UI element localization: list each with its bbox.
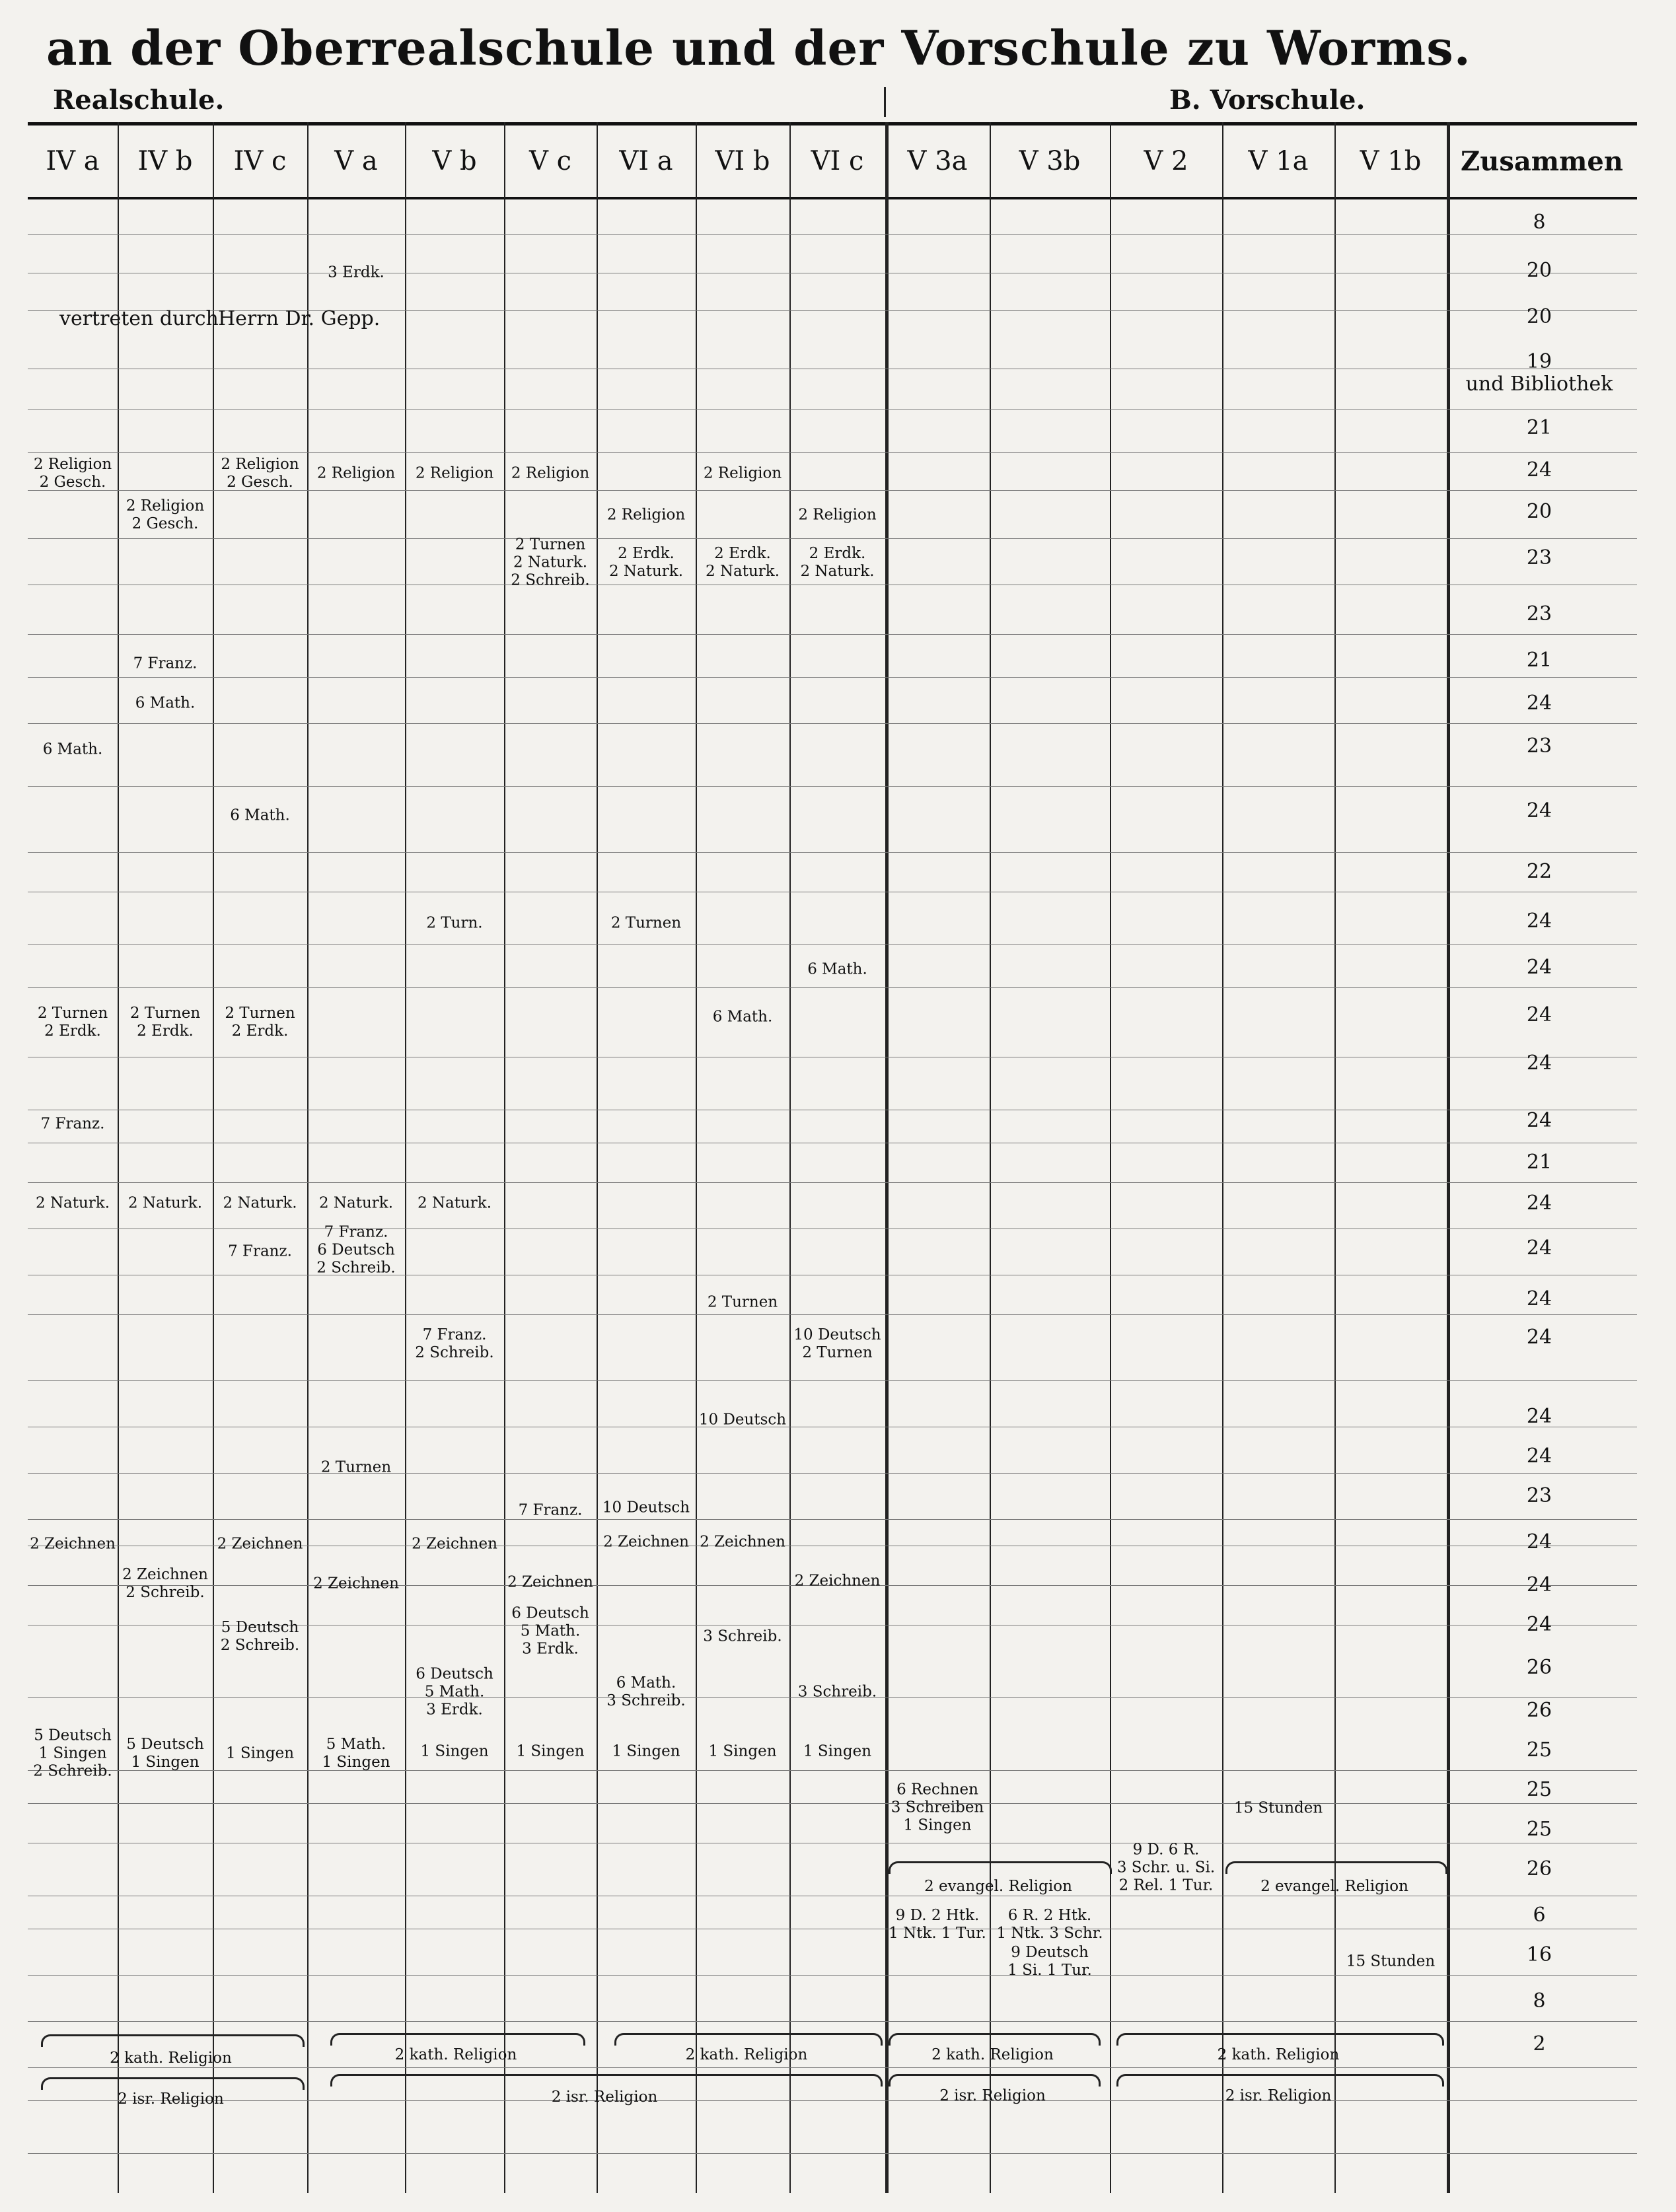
total-cell: 24: [1526, 1003, 1552, 1026]
lesson-cell: 2 Religion 2 Gesch.: [33, 456, 112, 491]
lesson-cell: 6 R. 2 Htk. 1 Ntk. 3 Schr.: [996, 1907, 1103, 1942]
column-header: VI c: [811, 146, 864, 176]
lesson-cell: 2 Religion: [316, 464, 396, 482]
total-cell: 19: [1526, 350, 1552, 373]
column-rule: [1447, 122, 1450, 2193]
total-cell: 8: [1533, 1989, 1546, 2013]
total-cell: 24: [1526, 1326, 1552, 1349]
lesson-cell: 2 Naturk.: [223, 1194, 297, 1212]
total-cell: 24: [1526, 1613, 1552, 1636]
lesson-cell: 7 Franz. 6 Deutsch 2 Schreib.: [316, 1223, 396, 1277]
lesson-cell: 7 Franz.: [40, 1115, 105, 1133]
brace-mark: [889, 1861, 1112, 1874]
brace-mark: [1225, 1861, 1447, 1874]
shared-lesson-label: 2 evangel. Religion: [924, 1878, 1072, 1895]
shared-lesson-label: 2 isr. Religion: [118, 2090, 224, 2108]
lesson-cell: 6 Math.: [230, 806, 290, 824]
column-header: V 3b: [1019, 146, 1081, 176]
column-header: Zusammen: [1461, 145, 1623, 177]
lesson-cell: 9 D. 6 R. 3 Schr. u. Si. 2 Rel. 1 Tur.: [1116, 1841, 1216, 1894]
column-header: V c: [528, 146, 571, 176]
shared-lesson-label: 2 kath. Religion: [931, 2046, 1054, 2063]
total-cell: 23: [1526, 546, 1552, 569]
lesson-cell: 6 Deutsch 5 Math. 3 Erdk.: [511, 1604, 589, 1658]
lesson-cell: 1 Singen: [612, 1742, 680, 1760]
lesson-cell: 2 Religion: [798, 506, 877, 524]
row-rule: [28, 1182, 1637, 1183]
lesson-cell: 6 Math.: [42, 740, 103, 758]
column-rule: [789, 122, 791, 2193]
lesson-cell: 2 Zeichnen: [507, 1573, 593, 1591]
shared-lesson-label: 2 kath. Religion: [685, 2046, 808, 2063]
total-cell: 25: [1526, 1738, 1552, 1762]
total-cell: 24: [1526, 1052, 1552, 1075]
total-cell: 26: [1526, 1656, 1552, 1679]
lesson-cell: 2 Turnen: [707, 1293, 778, 1311]
shared-lesson-label: 2 isr. Religion: [1225, 2087, 1332, 2104]
lesson-cell: 1 Singen: [225, 1744, 295, 1762]
column-rule: [696, 122, 697, 2193]
lesson-cell: 1 Singen: [516, 1742, 585, 1760]
total-cell: 24: [1526, 1287, 1552, 1310]
lesson-cell: 2 Naturk.: [318, 1194, 394, 1212]
total-cell: 2: [1533, 2032, 1546, 2055]
total-cell: 24: [1526, 1530, 1552, 1553]
brace-mark: [41, 2077, 305, 2090]
lesson-cell: 2 Religion 2 Gesch.: [221, 456, 299, 491]
row-rule: [28, 234, 1637, 235]
lesson-cell: 6 Math. 3 Schreib.: [606, 1674, 686, 1709]
lesson-cell: 1 Singen: [708, 1742, 777, 1760]
shared-lesson-label: 2 isr. Religion: [551, 2088, 658, 2106]
total-cell: 21: [1526, 1151, 1552, 1174]
lesson-cell: 2 Religion: [606, 506, 686, 524]
lesson-cell: 9 Deutsch 1 Si. 1 Tur.: [1007, 1944, 1092, 1979]
lesson-cell: 9 D. 2 Htk. 1 Ntk. 1 Tur.: [889, 1907, 986, 1942]
lesson-cell: 2 Zeichnen: [412, 1535, 497, 1553]
total-cell: 20: [1526, 500, 1552, 523]
total-cell: 23: [1526, 734, 1552, 758]
shared-lesson-label: 2 kath. Religion: [110, 2050, 232, 2067]
lesson-cell: 7 Franz. 2 Schreib.: [415, 1326, 494, 1361]
page-title: an der Oberrealschule und der Vorschule zu Worms.: [46, 20, 1471, 76]
total-cell: 26: [1526, 1857, 1552, 1880]
lesson-cell: 6 Math.: [807, 960, 867, 978]
total-cell: 16: [1526, 1943, 1552, 1966]
row-rule: [28, 1314, 1637, 1315]
lesson-cell: 2 Zeichnen 2 Schreib.: [122, 1566, 208, 1601]
lesson-cell: 2 Naturk.: [128, 1194, 203, 1212]
lesson-cell: 3 Schreib.: [703, 1627, 782, 1645]
brace-mark: [614, 2033, 883, 2046]
row-rule: [28, 723, 1637, 724]
lesson-cell: 2 Zeichnen: [30, 1535, 116, 1553]
total-cell: 26: [1526, 1699, 1552, 1722]
total-cell: 24: [1526, 799, 1552, 822]
total-cell: 21: [1526, 416, 1552, 439]
total-cell: 6: [1533, 1904, 1546, 1927]
lesson-cell: 1 Singen: [420, 1742, 489, 1760]
lesson-cell: 5 Deutsch 1 Singen: [126, 1736, 204, 1771]
row-rule: [28, 452, 1637, 453]
lesson-cell: 6 Rechnen 3 Schreiben 1 Singen: [891, 1781, 984, 1834]
row-rule: [28, 1770, 1637, 1771]
substitute-note-2: Herrn Dr. Gepp.: [218, 307, 381, 330]
total-cell: 23: [1526, 1484, 1552, 1507]
brace-mark: [1116, 2033, 1444, 2046]
column-header: VI b: [715, 146, 770, 176]
total-cell: 24: [1526, 1236, 1552, 1260]
total-cell: 24: [1526, 1192, 1552, 1215]
lesson-cell: 2 Zeichnen: [700, 1533, 785, 1551]
lesson-cell: 5 Math. 1 Singen: [322, 1736, 390, 1771]
lesson-cell: 2 Turn.: [426, 914, 483, 932]
total-cell: 21: [1526, 649, 1552, 672]
total-cell: 24: [1526, 1445, 1552, 1468]
column-rule: [118, 122, 119, 2193]
shared-lesson-label: 2 isr. Religion: [939, 2087, 1046, 2104]
row-rule: [28, 2067, 1637, 2068]
lesson-cell: 2 Religion: [511, 464, 590, 482]
lesson-cell: 10 Deutsch 2 Turnen: [793, 1326, 881, 1361]
lesson-cell: 6 Deutsch 5 Math. 3 Erdk.: [416, 1665, 493, 1719]
column-header: IV b: [137, 146, 193, 176]
lesson-cell: 2 Erdk. 2 Naturk.: [608, 545, 684, 580]
section-realschule: Realschule.: [53, 85, 225, 116]
brace-mark: [889, 2074, 1101, 2087]
total-cell: 24: [1526, 692, 1552, 715]
column-header: VI a: [619, 146, 673, 176]
top-rule: [28, 122, 1637, 125]
column-header: V 1a: [1248, 146, 1309, 176]
total-cell: 24: [1526, 956, 1552, 979]
total-cell: 25: [1526, 1818, 1552, 1841]
column-header: V 2: [1144, 146, 1188, 176]
lesson-cell: 2 Religion: [415, 464, 494, 482]
header-rule: [28, 197, 1637, 199]
lesson-cell: 5 Deutsch 2 Schreib.: [220, 1619, 300, 1654]
shared-lesson-label: 2 evangel. Religion: [1260, 1878, 1408, 1895]
lesson-cell: 2 Erdk. 2 Naturk.: [800, 545, 875, 580]
lesson-cell: 10 Deutsch: [698, 1411, 787, 1429]
row-rule: [28, 2021, 1637, 2022]
row-rule: [28, 1519, 1637, 1520]
row-rule: [28, 1803, 1637, 1804]
lesson-cell: 2 Religion: [703, 464, 782, 482]
column-rule: [1222, 122, 1223, 2193]
total-cell: und Bibliothek: [1465, 373, 1613, 396]
total-cell: 23: [1526, 602, 1552, 625]
lesson-cell: 3 Erdk.: [328, 264, 384, 281]
total-cell: 25: [1526, 1778, 1552, 1801]
column-header: V a: [334, 146, 378, 176]
column-header: V 1b: [1360, 146, 1422, 176]
total-cell: 20: [1526, 305, 1552, 328]
lesson-cell: 6 Math.: [712, 1008, 773, 1026]
substitute-note-1: vertreten durch: [59, 307, 219, 330]
row-rule: [28, 634, 1637, 635]
brace-mark: [330, 2074, 883, 2087]
total-cell: 20: [1526, 259, 1552, 282]
row-rule: [28, 1473, 1637, 1474]
lesson-cell: 2 Erdk. 2 Naturk.: [705, 545, 780, 580]
brace-mark: [889, 2033, 1101, 2046]
column-rule: [504, 122, 505, 2193]
section-divider: [884, 87, 886, 117]
lesson-cell: 2 Turnen: [610, 914, 682, 932]
row-rule: [28, 2153, 1637, 2154]
column-header: IV a: [46, 146, 100, 176]
row-rule: [28, 852, 1637, 853]
lesson-cell: 2 Turnen 2 Erdk.: [129, 1005, 201, 1040]
brace-mark: [41, 2034, 305, 2047]
total-cell: 8: [1533, 211, 1546, 234]
lesson-cell: 2 Zeichnen: [313, 1575, 399, 1592]
total-cell: 24: [1526, 458, 1552, 482]
lesson-cell: 2 Naturk.: [35, 1194, 110, 1212]
row-rule: [28, 538, 1637, 539]
column-header: V b: [432, 146, 477, 176]
section-vorschule: B. Vorschule.: [1169, 85, 1366, 116]
lesson-cell: 2 Turnen: [320, 1458, 392, 1476]
shared-lesson-label: 2 kath. Religion: [394, 2046, 517, 2063]
lesson-cell: 5 Deutsch 1 Singen 2 Schreib.: [33, 1727, 112, 1780]
row-rule: [28, 987, 1637, 988]
lesson-cell: 2 Zeichnen: [603, 1533, 689, 1551]
column-header: V 3a: [907, 146, 968, 176]
lesson-cell: 2 Naturk.: [417, 1194, 492, 1212]
lesson-cell: 7 Franz.: [133, 655, 198, 672]
row-rule: [28, 1975, 1637, 1976]
total-cell: 22: [1526, 860, 1552, 883]
shared-lesson-label: 2 kath. Religion: [1217, 2046, 1340, 2063]
lesson-cell: 2 Zeichnen: [794, 1572, 881, 1590]
lesson-cell: 7 Franz.: [518, 1501, 583, 1519]
lesson-cell: 15 Stunden: [1233, 1799, 1323, 1817]
row-rule: [28, 1380, 1637, 1381]
lesson-cell: 2 Zeichnen: [217, 1535, 303, 1553]
lesson-cell: 7 Franz.: [228, 1242, 292, 1260]
lesson-cell: 6 Math.: [135, 694, 196, 712]
column-header: IV c: [233, 146, 287, 176]
lesson-cell: 2 Turnen 2 Erdk.: [37, 1005, 108, 1040]
lesson-cell: 2 Religion 2 Gesch.: [126, 497, 205, 532]
column-rule: [307, 122, 309, 2193]
lesson-cell: 15 Stunden: [1346, 1952, 1436, 1970]
total-cell: 24: [1526, 1405, 1552, 1428]
lesson-cell: 2 Turnen 2 Erdk.: [225, 1005, 295, 1040]
column-rule: [597, 122, 598, 2193]
column-rule: [213, 122, 214, 2193]
row-rule: [28, 677, 1637, 678]
brace-mark: [330, 2033, 585, 2046]
lesson-cell: 10 Deutsch: [602, 1499, 690, 1516]
lesson-cell: 2 Turnen 2 Naturk. 2 Schreib.: [511, 536, 590, 589]
column-rule: [1110, 122, 1111, 2193]
total-cell: 24: [1526, 1109, 1552, 1132]
lesson-cell: 3 Schreib.: [797, 1683, 877, 1701]
row-rule: [28, 786, 1637, 787]
brace-mark: [1116, 2074, 1444, 2087]
lesson-cell: 1 Singen: [803, 1742, 872, 1760]
total-cell: 24: [1526, 910, 1552, 933]
column-rule: [405, 122, 406, 2193]
total-cell: 24: [1526, 1573, 1552, 1596]
